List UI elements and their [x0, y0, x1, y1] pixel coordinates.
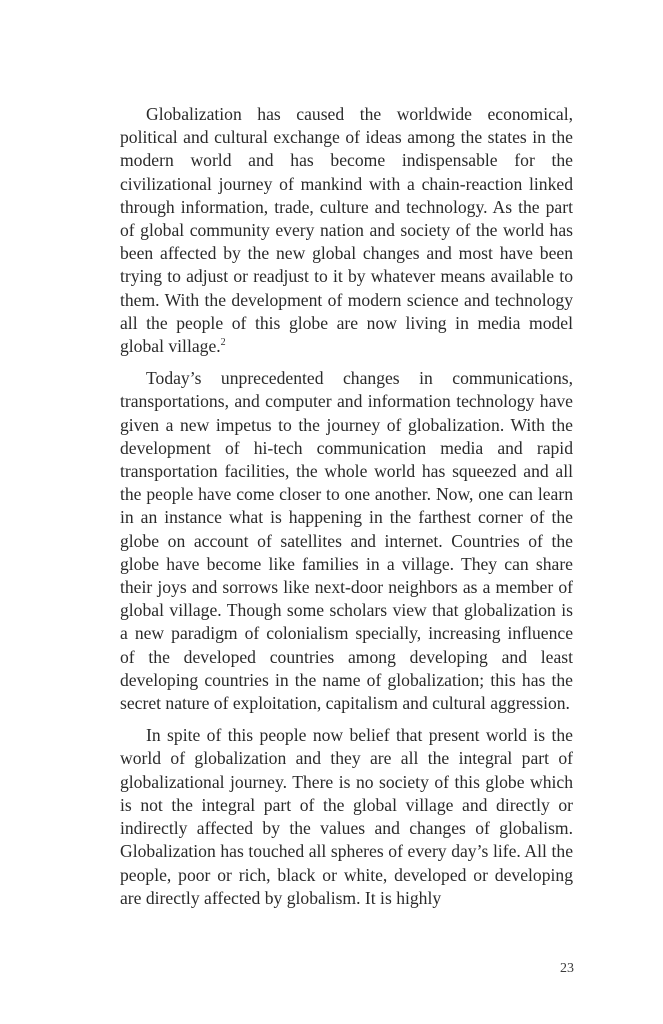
paragraph-1-text: Globalization has caused the worldwide economical, political and cultural exchange of ideas among the states in the modern world and has become indispensable for the civilizational journey of mankind with a chain-reaction linked through information, trade, culture and technology. As the part of global community every nation and society of the world has been affected by the new global changes and most have been trying to adjust or readjust to it by whatever means available to them. With the development of modern science and technology all the people of this globe are now living in media model global village.	[120, 104, 573, 357]
footnote-marker: 2	[220, 337, 226, 349]
paragraph-3	[120, 724, 573, 910]
paragraph-2-text: Today’s unprecedented changes in communications, transportations, and computer and information technology have given a new impetus to the journey of globalization. With the development of hi-tech communication media and rapid transportation facilities, the whole world has squeezed and all the people have come closer to one another. Now, one can learn in an instance what is happening in the farthest corner of the globe on account of satellites and internet. Countries of the globe have become like families in a village. They can share their joys and sorrows like next-door neighbors as a member of global village. Though some scholars view that globalization is a new paradigm of colonialism specially, increasing influence of the developed countries among developing and least developing countries in the name of globalization; this has the secret nature of exploitation, capitalism and cultural aggression.	[120, 368, 573, 714]
page-number: 23	[560, 961, 574, 976]
paragraph-3-text: In spite of this people now belief that present world is the world of globalization and they are all the integral part of globalizational journey. There is no society of this globe which is not the integral part of the global village and directly or indirectly affected by the values and changes of globalism. Globalization has touched all spheres of every day’s life. All the people, poor or rich, black or white, developed or developing are directly affected by globalism. It is highly	[120, 725, 573, 908]
paragraph-1	[120, 103, 573, 358]
body-text	[120, 103, 573, 910]
paragraph-2	[120, 367, 573, 715]
